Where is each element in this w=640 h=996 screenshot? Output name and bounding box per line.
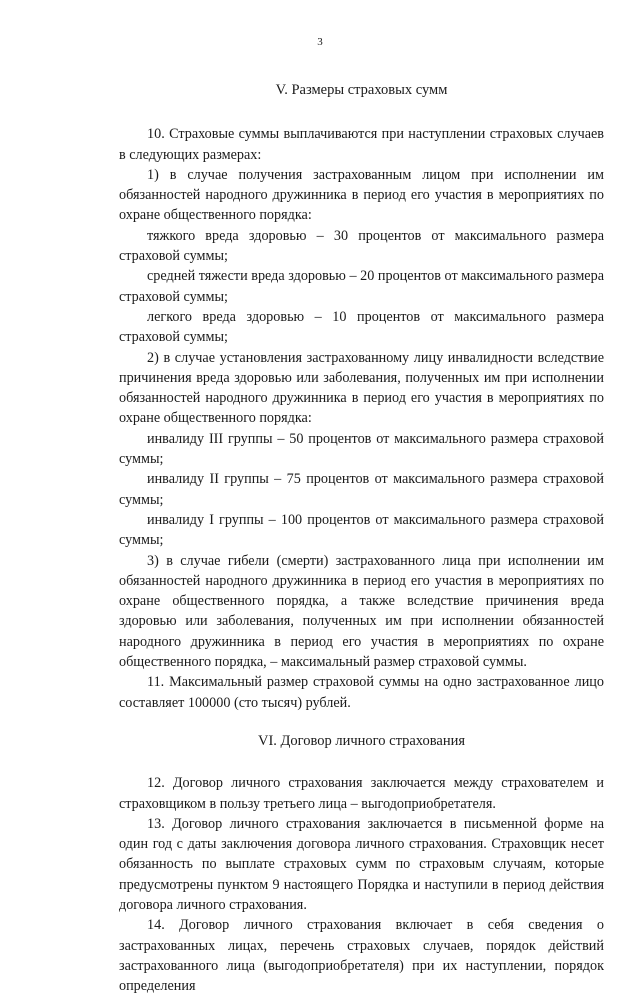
paragraph-moderate-harm: средней тяжести вреда здоровью – 20 процентов от максимального размера страховой суммы; <box>119 268 604 305</box>
page-number: 3 <box>317 36 323 48</box>
paragraph-10-2: 2) в случае установления застрахованному лицу инвалидности вследствие причинения вреда здоровью или заболевания, полученных им при исполнении обязанностей народного дружинника в период его участия в мероприятиях по охране общественного порядка: <box>119 349 604 427</box>
section-heading-vi: VI. Договор личного страхования <box>257 732 466 749</box>
document-body <box>119 80 604 996</box>
paragraph-disability-iii: инвалиду III группы – 50 процентов от максимального размера страховой суммы; <box>119 430 604 468</box>
paragraph-light-harm: легкого вреда здоровью – 10 процентов от максимального размера страховой суммы; <box>119 308 604 346</box>
paragraph-severe-harm: тяжкого вреда здоровью – 30 процентов от максимального размера страховой суммы; <box>119 227 604 265</box>
paragraph-11: 11. Максимальный размер страховой суммы на одно застрахованное лицо составляет 100000 (сто тысяч) рублей. <box>119 674 604 711</box>
paragraph-disability-i: инвалиду I группы – 100 процентов от максимального размера страховой суммы; <box>119 511 604 549</box>
paragraph-10: 10. Страховые суммы выплачиваются при наступлении страховых случаев в следующих размерах: <box>119 126 604 163</box>
paragraph-12: 12. Договор личного страхования заключается между страхователем и страховщиком в пользу третьего лица – выгодоприобретателя. <box>119 775 604 812</box>
paragraph-10-3: 3) в случае гибели (смерти) застрахованного лица при исполнении им обязанностей народного дружинника в период его участия в мероприятиях по охране общественного порядка, а также вследствие причинения вреда здоровью или заболевания, полученных им при исполнении обязанностей народного дружинника в период его участия в мероприятиях по охране общественного порядка, – максимальный размер страховой суммы. <box>119 552 604 671</box>
paragraph-disability-ii: инвалиду II группы – 75 процентов от максимального размера страховой суммы; <box>119 471 604 508</box>
section-heading-v: V. Размеры страховых сумм <box>275 82 448 98</box>
paragraph-10-1: 1) в случае получения застрахованным лицом при исполнении им обязанностей народного дружинника в период его участия в мероприятиях по охране общественного порядка: <box>119 166 604 224</box>
paragraph-13: 13. Договор личного страхования заключается в письменной форме на один год с даты заключения договора личного страхования. Страховщик несет обязанность по выплате страховых сумм по страховым случаям, которые предусмотрены пунктом 9 настоящего Порядка и наступили в период действия договора личного страхования. <box>119 815 604 913</box>
paragraph-14: 14. Договор личного страхования включает в себя сведения о застрахованных лицах, перечень страховых случаев, порядок действий застрахованного лица (выгодоприобретателя) при их наступлении, порядок определения <box>119 917 604 995</box>
